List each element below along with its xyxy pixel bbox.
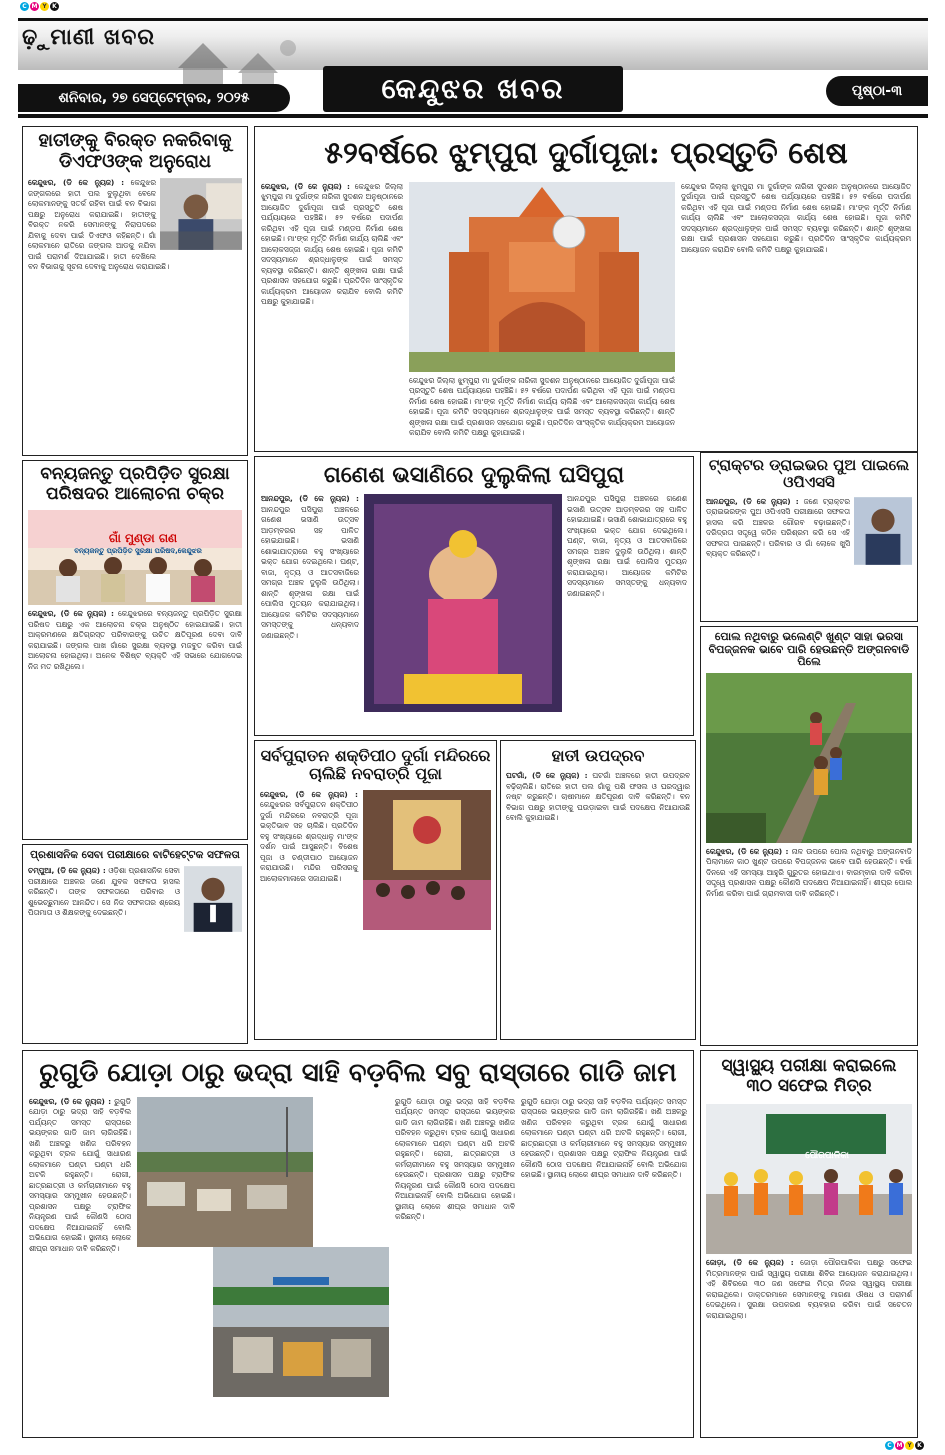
article-headline: ବନ୍ୟଜନ୍ତୁ ପ୍ରପିଡ଼ିତ ସୁରକ୍ଷା ପରିଷଦର ଆଲୋଚନା ଚକ୍ର	[40, 464, 230, 504]
cmyk-k: K	[915, 1441, 924, 1450]
article-dateline: ଚମ୍ପୁଆ, (ଡି କେ ନ୍ୟୁଜ) :	[28, 866, 106, 876]
municipality-sign-text: ପୌରପାଳିକା	[805, 1151, 849, 1161]
article-headline: ୫୨ବର୍ଷରେ ଝୁମ୍ପୁରା ଦୁର୍ଗାପୂଜା: ପ୍ରସ୍ତୁତି ଶେଷ	[324, 136, 848, 171]
article-headline: ପୋଲ ନଥିବାରୁ ଭଲେଣ୍ଟି ଖୁଣ୍ଟ ସାହା ଭରସା ବିପଜ୍ଜନକ ଭାବେ ପାରି ହେଉଛନ୍ତି ଅଙ୍ଗନବାଡି ପିଲେ	[708, 630, 910, 669]
puja-pandal-photo	[409, 182, 675, 372]
article-body	[506, 771, 690, 824]
article-text: ରୁଗୁଡି ଯୋଡ଼ା ଠାରୁ ଭଦ୍ରା ସାହି ବଡ଼ବିଲ ପର୍ଯ୍ୟନ୍ତ ସମସ୍ତ ରାସ୍ତାରେ ଭୟଙ୍କର ଗାଡି ଜାମ ଲାଗିରହିଛି। ଖଣି ଅଞ୍ଚଳରୁ ଖଣିଜ ପରିବହନ କରୁଥିବା ଟ୍ରକ ଯୋଗୁଁ ସାଧାରଣ ଲୋକମାନେ ଘଣ୍ଟା ଘଣ୍ଟା ଧରି ଅଟକି ରହୁଛନ୍ତି। ରୋଗୀ, ଛାତ୍ରଛାତ୍ରୀ ଓ କର୍ମଚାରୀମାନେ ବହୁ ସମସ୍ୟାର ସମ୍ମୁଖୀନ ହେଉଛନ୍ତି। ପ୍ରଶାସନ ପକ୍ଷରୁ ଟ୍ରାଫିକ ନିୟନ୍ତ୍ରଣ ପାଇଁ କୌଣସି ଠୋସ ପଦକ୍ଷେପ ନିଆଯାଇନାହିଁ ବୋଲି ଅଭିଯୋଗ ହୋଇଛି। ସ୍ଥାନୀୟ ଲୋକେ ଶୀଘ୍ର ସମାଧାନ ଦାବି କରିଛନ୍ତି।	[29, 1096, 131, 1253]
cmyk-c: C	[885, 1441, 894, 1450]
article-bridge	[700, 626, 918, 1046]
cmyk-c: C	[20, 2, 29, 11]
article-dateline: କେନ୍ଦୁଝର, (ଡି କେ ନ୍ୟୁଜ) :	[28, 609, 114, 619]
article-admin-exam	[22, 844, 248, 1044]
council-banner-subtitle: ବନ୍ୟଜନ୍ତୁ ପ୍ରପିଡ଼ିତ ସୁରକ୍ଷା ପରିଷଦ,କେନ୍ଦୁଝର	[74, 547, 202, 555]
temple-crowd-photo	[363, 790, 491, 930]
council-banner-text: ଗାଁ ମୁଣ୍ଡା ଗଣ	[108, 531, 178, 545]
article-text: ରୁଗୁଡି ଯୋଡ଼ା ଠାରୁ ଭଦ୍ରା ସାହି ବଡ଼ବିଲ ପର୍ଯ୍ୟନ୍ତ ସମସ୍ତ ରାସ୍ତାରେ ଭୟଙ୍କର ଗାଡି ଜାମ ଲାଗିରହିଛି। ଖଣି ଅଞ୍ଚଳରୁ ଖଣିଜ ପରିବହନ କରୁଥିବା ଟ୍ରକ ଯୋଗୁଁ ସାଧାରଣ ଲୋକମାନେ ଘଣ୍ଟା ଘଣ୍ଟା ଧରି ଅଟକି ରହୁଛନ୍ତି। ରୋଗୀ, ଛାତ୍ରଛାତ୍ରୀ ଓ କର୍ମଚାରୀମାନେ ବହୁ ସମସ୍ୟାର ସମ୍ମୁଖୀନ ହେଉଛନ୍ତି। ପ୍ରଶାସନ ପକ୍ଷରୁ ଟ୍ରାଫିକ ନିୟନ୍ତ୍ରଣ ପାଇଁ କୌଣସି ଠୋସ ପଦକ୍ଷେପ ନିଆଯାଇନାହିଁ ବୋଲି ଅଭିଯୋଗ ହୋଇଛି। ସ୍ଥାନୀୟ ଲୋକେ ଶୀଘ୍ର ସମାଧାନ ଦାବି କରିଛନ୍ତି।	[521, 1096, 687, 1180]
article-text: କେନ୍ଦୁଝର ଜଙ୍ଗଲରେ ହାତୀ ପଲ ବୁଲୁଥିବା ବେଳେ ଲୋକମାନଙ୍କୁ ସତର୍କ ରହିବା ପାଇଁ ବନ ବିଭାଗ ପକ୍ଷରୁ ଅନୁରୋଧ କରାଯାଇଛି। ହାତୀଙ୍କୁ ବିରକ୍ତ ନକରି ସେମାନଙ୍କୁ ନିରାପଦରେ ଯିବାକୁ ଦେବା ପାଇଁ ଡିଏଫଓ କହିଛନ୍ତି। ଗାଁ ଲୋକମାନେ ରାତିରେ ଜଙ୍ଗଲ ଆଡକୁ ନଯିବା ପାଇଁ ପରାମର୍ଶ ଦିଆଯାଇଛି। ହାତୀ ଦେଖିଲେ ବନ ବିଭାଗକୁ ସୂଚନା ଦେବାକୁ ଅନୁରୋଧ କରାଯାଇଛି।	[28, 178, 170, 272]
article-elephant-dfo	[22, 126, 248, 456]
article-column-1	[260, 790, 358, 930]
ganesh-idol-photo	[364, 494, 562, 712]
article-headline: ପ୍ରଶାସନିକ ସେବା ପରୀକ୍ଷାରେ ବାଟିହେଟ୍ଟକ ସଫଳତା	[30, 849, 240, 861]
article-ganesh	[254, 456, 694, 736]
article-health-camp	[700, 1050, 918, 1438]
article-column-1	[261, 182, 403, 439]
cmyk-m: M	[31, 3, 38, 10]
article-column-1	[261, 494, 359, 712]
article-text: ଜୋଡ଼ା ପୌରପାଳିକା ପକ୍ଷରୁ ସଫେଇ ମିତ୍ରମାନଙ୍କ ପାଇଁ ସ୍ୱାସ୍ଥ୍ୟ ପରୀକ୍ଷା ଶିବିର ଆୟୋଜନ କରାଯାଇଥିଲା। ଏହି ଶିବିରରେ ୩୦ ଜଣ ସଫେଇ ମିତ୍ର ନିଜର ସ୍ୱାସ୍ଥ୍ୟ ପରୀକ୍ଷା କରାଇଥିଲେ। ଡାକ୍ତରମାନେ ସେମାନଙ୍କୁ ମାଗଣା ଔଷଧ ଓ ପରାମର୍ଶ ଦେଇଥିଲେ। ସୁରକ୍ଷା ଉପକରଣ ବ୍ୟବହାର କରିବା ପାଇଁ ସଚେତନ କରାଯାଇଥିଲା।	[706, 1258, 912, 1320]
sanitation-workers-photo	[706, 1104, 912, 1254]
article-dateline: କେନ୍ଦୁଝର, (ଡି କେ ନ୍ୟୁଜ) :	[260, 789, 358, 799]
article-column-4	[521, 1097, 687, 1397]
article-headline: ଟ୍ରାକ୍ଟର ଡ୍ରାଇଭର ପୁଅ ପାଇଲେ ଓପିଏସସି	[708, 456, 910, 492]
article-text: ନାଳ ଉପରେ ପୋଲ ନଥିବାରୁ ଅଙ୍ଗନବାଡି ପିଲାମାନେ କାଠ ଖୁଣ୍ଟ ଉପରେ ବିପଜ୍ଜନକ ଭାବେ ପାରି ହେଉଛନ୍ତି। ବର୍ଷା ଦିନରେ ଏହି ସମସ୍ୟା ଆହୁରି ଗୁରୁତର ହୋଇଥାଏ। ବାରମ୍ବାର ଦାବି କରିବା ସତ୍ତ୍ୱେ ପ୍ରଶାସନ ପକ୍ଷରୁ କୌଣସି ପଦକ୍ଷେପ ନିଆଯାଇନାହିଁ। ଶୀଘ୍ର ପୋଲ ନିର୍ମାଣ କରିବା ପାଇଁ ଗ୍ରାମବାସୀ ଦାବି କରିଛନ୍ତି।	[706, 846, 912, 898]
exam-topper-portrait	[184, 866, 242, 932]
article-text: ଘଟଗାଁ ଅଞ୍ଚଳରେ ହାତୀ ଉପଦ୍ରବ ବଢ଼ିଚାଲିଛି। ରାତିରେ ହାତୀ ପଲ ଗାଁକୁ ପଶି ଫସଲ ଓ ଘରଦ୍ୱାର ନଷ୍ଟ କରୁଛନ୍ତି। ଚାଷୀମାନେ କ୍ଷତିପୂରଣ ଦାବି କରିଛନ୍ତି। ବନ ବିଭାଗ ପକ୍ଷରୁ ହାତୀଙ୍କୁ ଘଉଡ଼ାଇବା ପାଇଁ ପଦକ୍ଷେପ ନିଆଯାଉଛି ବୋଲି କୁହାଯାଇଛି।	[506, 771, 690, 823]
article-text: ଜଣେ ଟ୍ରାକ୍ଟର ଡ୍ରାଇଭରଙ୍କ ପୁଅ ଓପିଏସସି ପରୀକ୍ଷାରେ ସଫଳତା ହାସଲ କରି ଅଞ୍ଚଳର ଗୌରବ ବଢ଼ାଇଛନ୍ତି। ଦରିଦ୍ରତା ସତ୍ତ୍ୱେ କଠିନ ପରିଶ୍ରମ କରି ସେ ଏହି ସଫଳତା ପାଇଛନ୍ତି। ପରିବାର ଓ ଗାଁ ଲୋକେ ଖୁସି ବ୍ୟକ୍ତ କରିଛନ୍ତି।	[706, 496, 850, 558]
article-text: କେନ୍ଦୁଝରର ସର୍ବପୁରାତନ ଶକ୍ତିପୀଠ ଦୁର୍ଗା ମନ୍ଦିରରେ ନବରାତ୍ରି ପୂଜା ଭକ୍ତିଭାବ ସହ ଚାଲିଛି। ପ୍ରତିଦିନ ବହୁ ସଂଖ୍ୟାରେ ଶ୍ରଦ୍ଧାଳୁ ମା'ଙ୍କ ଦର୍ଶନ ପାଇଁ ଆସୁଛନ୍ତି। ବିଶେଷ ପୂଜା ଓ ଚଣ୍ଡୀପାଠ ଆୟୋଜନ କରାଯାଉଛି। ମନ୍ଦିର ପରିସରକୁ ଆଲୋକମାଳାରେ ସଜାଯାଇଛି।	[260, 800, 358, 883]
article-continued	[409, 376, 675, 439]
article-text: ରୁଗୁଡି ଯୋଡ଼ା ଠାରୁ ଭଦ୍ରା ସାହି ବଡ଼ବିଲ ପର୍ଯ୍ୟନ୍ତ ସମସ୍ତ ରାସ୍ତାରେ ଭୟଙ୍କର ଗାଡି ଜାମ ଲାଗିରହିଛି। ଖଣି ଅଞ୍ଚଳରୁ ଖଣିଜ ପରିବହନ କରୁଥିବା ଟ୍ରକ ଯୋଗୁଁ ସାଧାରଣ ଲୋକମାନେ ଘଣ୍ଟା ଘଣ୍ଟା ଧରି ଅଟକି ରହୁଛନ୍ତି। ରୋଗୀ, ଛାତ୍ରଛାତ୍ରୀ ଓ କର୍ମଚାରୀମାନେ ବହୁ ସମସ୍ୟାର ସମ୍ମୁଖୀନ ହେଉଛନ୍ତି। ପ୍ରଶାସନ ପକ୍ଷରୁ ଟ୍ରାଫିକ ନିୟନ୍ତ୍ରଣ ପାଇଁ କୌଣସି ଠୋସ ପଦକ୍ଷେପ ନିଆଯାଇନାହିଁ ବୋଲି ଅଭିଯୋଗ ହୋଇଛି। ସ୍ଥାନୀୟ ଲୋକେ ଶୀଘ୍ର ସମାଧାନ ଦାବି କରିଛନ୍ତି।	[395, 1096, 515, 1222]
article-column-3	[395, 1097, 515, 1397]
article-dateline: କେନ୍ଦୁଝର, (ଡି କେ ନ୍ୟୁଜ) :	[706, 846, 789, 856]
page-number: ପୃଷ୍ଠା-୩	[826, 76, 928, 106]
article-text: ଆନନ୍ଦପୁର ଘସିପୁରା ଅଞ୍ଚଳରେ ଗଣେଶ ଭସାଣି ଉତ୍ସବ ଆଡ଼ମ୍ବରର ସହ ପାଳିତ ହୋଇଯାଇଛି। ଭସାଣି ଶୋଭାଯାତ୍ରାରେ ବହୁ ସଂଖ୍ୟାରେ ଭକ୍ତ ଯୋଗ ଦେଇଥିଲେ। ଘଣ୍ଟ, ବାଜା, ନୃତ୍ୟ ଓ ଆତସବାଜିରେ ସମଗ୍ର ଅଞ୍ଚଳ ଦୁଲୁକି ଉଠିଥିଲା। ଶାନ୍ତି ଶୃଙ୍ଖଳା ରକ୍ଷା ପାଇଁ ପୋଲିସ ମୁତୟନ କରାଯାଇଥିଲା। ଆୟୋଜକ କମିଟିର ସଦସ୍ୟମାନେ ସମସ୍ତଙ୍କୁ ଧନ୍ୟବାଦ ଜଣାଇଛନ୍ତି।	[567, 494, 687, 598]
article-text: କେନ୍ଦୁଝର ଜିଲ୍ଲା ଝୁମ୍ପୁରା ମା ଦୁର୍ଗାଙ୍କ ନାରିକୀ ସୁଦଶନ ଅନୁଷ୍ଠାନରେ ଆୟୋଜିତ ଦୁର୍ଗାପୂଜା ପାଇଁ ପ୍ରସ୍ତୁତି ଶେଷ ପର୍ଯ୍ୟାୟରେ ପହଞ୍ଚିଛି। ୫୨ ବର୍ଷରେ ପଦାର୍ପଣ କରିଥିବା ଏହି ପୂଜା ପାଇଁ ମଣ୍ଡପ ନିର୍ମାଣ ଶେଷ ହୋଇଛି। ମା'ଙ୍କ ମୂର୍ତ୍ତି ନିର୍ମାଣ କାର୍ଯ୍ୟ ଚାଲିଛି ଏବଂ ଆଲୋକସଜ୍ଜା କାର୍ଯ୍ୟ ଶେଷ ହୋଇଛି। ପୂଜା କମିଟି ସଦସ୍ୟମାନେ ଶ୍ରଦ୍ଧାଳୁଙ୍କ ପାଇଁ ସମସ୍ତ ବ୍ୟବସ୍ଥା କରିଛନ୍ତି। ଶାନ୍ତି ଶୃଙ୍ଖଳା ରକ୍ଷା ପାଇଁ ପ୍ରଶାସନ ସହଯୋଗ କରୁଛି। ପ୍ରତିଦିନ ସାଂସ୍କୃତିକ କାର୍ଯ୍ୟକ୍ରମ ଆୟୋଜନ କରାଯିବ ବୋଲି କମିଟି ପକ୍ଷରୁ କୁହାଯାଇଛି।	[261, 181, 403, 306]
article-headline: ସର୍ବପୁରାତନ ଶକ୍ତିପୀଠ ଦୁର୍ଗା ମନ୍ଦିରରେ ଚାଲିଛି ନବରାତ୍ରି ପୂଜା	[260, 746, 491, 784]
article-dateline: ଆନନ୍ଦପୁର, (ଡି କେ ନ୍ୟୁଜ) :	[261, 494, 359, 504]
newspaper-brand: ଢ଼ୁମାଣୀ ଖବର	[22, 24, 156, 50]
article-headline: ସ୍ୱାସ୍ଥ୍ୟ ପରୀକ୍ଷା କରାଇଲେ ୩୦ ସଫେଇ ମିତ୍ର	[721, 1056, 897, 1096]
article-wildlife-council	[22, 460, 248, 840]
article-shaktipeeth	[254, 740, 497, 1040]
article-dateline: କେନ୍ଦୁଝର, (ଡି କେ ନ୍ୟୁଜ) :	[261, 181, 350, 191]
article-dateline: ଆନନ୍ଦପୁର, (ଡି କେ ନ୍ୟୁଜ) :	[706, 496, 799, 506]
article-headline: ହାତୀ ଉପଦ୍ରବ	[551, 746, 645, 765]
cmyk-y: Y	[40, 2, 49, 11]
article-column-3	[681, 182, 911, 439]
article-elephant-menace	[500, 740, 696, 1040]
jammed-road-photo	[213, 1247, 389, 1397]
print-registration-marks-bottom	[885, 1441, 924, 1450]
article-body	[28, 609, 242, 672]
candidate-portrait	[854, 497, 912, 565]
article-text: ଓଡ଼ିଶା ପ୍ରଶାସନିକ ସେବା ପରୀକ୍ଷାରେ ଅଞ୍ଚଳର ଜଣେ ଯୁବକ ସଫଳତା ହାସଲ କରିଛନ୍ତି। ତାଙ୍କ ସଫଳତାରେ ପରିବାର ଓ ଶୁଭେଚ୍ଛୁମାନେ ଆନନ୍ଦିତ। ସେ ନିଜ ସଫଳତାର ଶ୍ରେୟ ପିତାମାତା ଓ ଶିକ୍ଷକଙ୍କୁ ଦେଇଛନ୍ତି।	[28, 866, 180, 918]
cmyk-m: M	[896, 1442, 903, 1449]
article-headline: ଗଣେଶ ଭସାଣିରେ ଦୁଲୁକିଲା ଘସିପୁରା	[323, 462, 625, 488]
article-dateline: ଜୋଡ଼ା, (ଡି କେ ନ୍ୟୁଜ) :	[706, 1258, 794, 1268]
article-text: କେନ୍ଦୁଝରରେ ବନ୍ୟଜନ୍ତୁ ପ୍ରପିଡ଼ିତ ସୁରକ୍ଷା ପରିଷଦ ପକ୍ଷରୁ ଏକ ଆଲୋଚନା ଚକ୍ର ଅନୁଷ୍ଠିତ ହୋଇଯାଇଛି। ହାତୀ ଆକ୍ରମଣରେ କ୍ଷତିଗ୍ରସ୍ତ ପରିବାରଙ୍କୁ ଉଚିତ କ୍ଷତିପୂରଣ ଦେବା ଦାବି କରାଯାଇଛି। ଜଙ୍ଗଲ ପାଖ ଗାଁରେ ସୁରକ୍ଷା ବ୍ୟବସ୍ଥା ମଜବୁତ କରିବା ପାଇଁ ଆଲୋଚନା ହୋଇଥିଲା। ଅନେକ ବିଶିଷ୍ଟ ବ୍ୟକ୍ତି ଏହି ସଭାରେ ଯୋଗଦେଇ ନିଜ ମତ ରଖିଥିଲେ।	[28, 609, 242, 671]
article-durga-puja	[254, 126, 918, 452]
article-column-1	[29, 1097, 131, 1397]
masthead-bottom-rule	[18, 114, 928, 118]
article-text: ଆନନ୍ଦପୁର ଘସିପୁରା ଅଞ୍ଚଳରେ ଗଣେଶ ଭସାଣି ଉତ୍ସବ ଆଡ଼ମ୍ବରର ସହ ପାଳିତ ହୋଇଯାଇଛି। ଭସାଣି ଶୋଭାଯାତ୍ରାରେ ବହୁ ସଂଖ୍ୟାରେ ଭକ୍ତ ଯୋଗ ଦେଇଥିଲେ। ଘଣ୍ଟ, ବାଜା, ନୃତ୍ୟ ଓ ଆତସବାଜିରେ ସମଗ୍ର ଅଞ୍ଚଳ ଦୁଲୁକି ଉଠିଥିଲା। ଶାନ୍ତି ଶୃଙ୍ଖଳା ରକ୍ଷା ପାଇଁ ପୋଲିସ ମୁତୟନ କରାଯାଇଥିଲା। ଆୟୋଜକ କମିଟିର ସଦସ୍ୟମାନେ ସମସ୍ତଙ୍କୁ ଧନ୍ୟବାଦ ଜଣାଇଛନ୍ତି।	[261, 504, 359, 640]
issue-date: ଶନିବାର, ୨୭ ସେପ୍ଟେମ୍ବର, ୨୦୨୫	[18, 84, 290, 112]
masthead-top-rule	[18, 18, 928, 21]
article-text: କେନ୍ଦୁଝର ଜିଲ୍ଲା ଝୁମ୍ପୁରା ମା ଦୁର୍ଗାଙ୍କ ନାରିକୀ ସୁଦଶନ ଅନୁଷ୍ଠାନରେ ଆୟୋଜିତ ଦୁର୍ଗାପୂଜା ପାଇଁ ପ୍ରସ୍ତୁତି ଶେଷ ପର୍ଯ୍ୟାୟରେ ପହଞ୍ଚିଛି। ୫୨ ବର୍ଷରେ ପଦାର୍ପଣ କରିଥିବା ଏହି ପୂଜା ପାଇଁ ମଣ୍ଡପ ନିର୍ମାଣ ଶେଷ ହୋଇଛି। ମା'ଙ୍କ ମୂର୍ତ୍ତି ନିର୍ମାଣ କାର୍ଯ୍ୟ ଚାଲିଛି ଏବଂ ଆଲୋକସଜ୍ଜା କାର୍ଯ୍ୟ ଶେଷ ହୋଇଛି। ପୂଜା କମିଟି ସଦସ୍ୟମାନେ ଶ୍ରଦ୍ଧାଳୁଙ୍କ ପାଇଁ ସମସ୍ତ ବ୍ୟବସ୍ଥା କରିଛନ୍ତି। ଶାନ୍ତି ଶୃଙ୍ଖଳା ରକ୍ଷା ପାଇଁ ପ୍ରଶାସନ ସହଯୋଗ କରୁଛି। ପ୍ରତିଦିନ ସାଂସ୍କୃତିକ କାର୍ଯ୍ୟକ୍ରମ ଆୟୋଜନ କରାଯିବ ବୋଲି କମିଟି ପକ୍ଷରୁ କୁହାଯାଇଛି।	[409, 375, 675, 437]
article-traffic-jam	[22, 1050, 694, 1438]
highway-trucks-photo	[137, 1097, 313, 1247]
section-title-banner: କେନ୍ଦୁଝର ଖବର	[323, 66, 623, 112]
article-dateline: ଘଟଗାଁ, (ଡି କେ ନ୍ୟୁଜ) :	[506, 771, 588, 781]
dfo-photo	[160, 178, 242, 250]
article-body	[706, 847, 912, 900]
article-tractor-driver	[700, 452, 918, 622]
article-column-3	[567, 494, 687, 712]
masthead	[18, 14, 928, 118]
cmyk-y: Y	[905, 1441, 914, 1450]
cmyk-k: K	[50, 2, 59, 11]
bridge-children-photo	[706, 673, 912, 843]
article-body	[706, 1258, 912, 1321]
article-dateline: କେନ୍ଦୁଝର, (ଡି କେ ନ୍ୟୁଜ) :	[28, 178, 125, 188]
article-dateline: କେନ୍ଦୁଝର, (ଡି କେ ନ୍ୟୁଜ) :	[29, 1096, 112, 1106]
council-meeting-photo	[28, 510, 242, 605]
print-registration-marks-top	[20, 2, 59, 11]
article-text: କେନ୍ଦୁଝର ଜିଲ୍ଲା ଝୁମ୍ପୁରା ମା ଦୁର୍ଗାଙ୍କ ନାରିକୀ ସୁଦଶନ ଅନୁଷ୍ଠାନରେ ଆୟୋଜିତ ଦୁର୍ଗାପୂଜା ପାଇଁ ପ୍ରସ୍ତୁତି ଶେଷ ପର୍ଯ୍ୟାୟରେ ପହଞ୍ଚିଛି। ୫୨ ବର୍ଷରେ ପଦାର୍ପଣ କରିଥିବା ଏହି ପୂଜା ପାଇଁ ମଣ୍ଡପ ନିର୍ମାଣ ଶେଷ ହୋଇଛି। ମା'ଙ୍କ ମୂର୍ତ୍ତି ନିର୍ମାଣ କାର୍ଯ୍ୟ ଚାଲିଛି ଏବଂ ଆଲୋକସଜ୍ଜା କାର୍ଯ୍ୟ ଶେଷ ହୋଇଛି। ପୂଜା କମିଟି ସଦସ୍ୟମାନେ ଶ୍ରଦ୍ଧାଳୁଙ୍କ ପାଇଁ ସମସ୍ତ ବ୍ୟବସ୍ଥା କରିଛନ୍ତି। ଶାନ୍ତି ଶୃଙ୍ଖଳା ରକ୍ଷା ପାଇଁ ପ୍ରଶାସନ ସହଯୋଗ କରୁଛି। ପ୍ରତିଦିନ ସାଂସ୍କୃତିକ କାର୍ଯ୍ୟକ୍ରମ ଆୟୋଜନ କରାଯିବ ବୋଲି କମିଟି ପକ୍ଷରୁ କୁହାଯାଇଛି।	[681, 181, 911, 254]
article-headline: ରୁଗୁଡି ଯୋଡ଼ା ଠାରୁ ଭଦ୍ରା ସାହି ବଡ଼ବିଲ ସବୁ ରାସ୍ତାରେ ଗାଡି ଜାମ	[39, 1058, 677, 1088]
article-headline: ହାତୀଙ୍କୁ ବିରକ୍ତ ନକରିବାକୁ ଡିଏଫଓଙ୍କ ଅନୁରୋଧ	[38, 130, 232, 172]
